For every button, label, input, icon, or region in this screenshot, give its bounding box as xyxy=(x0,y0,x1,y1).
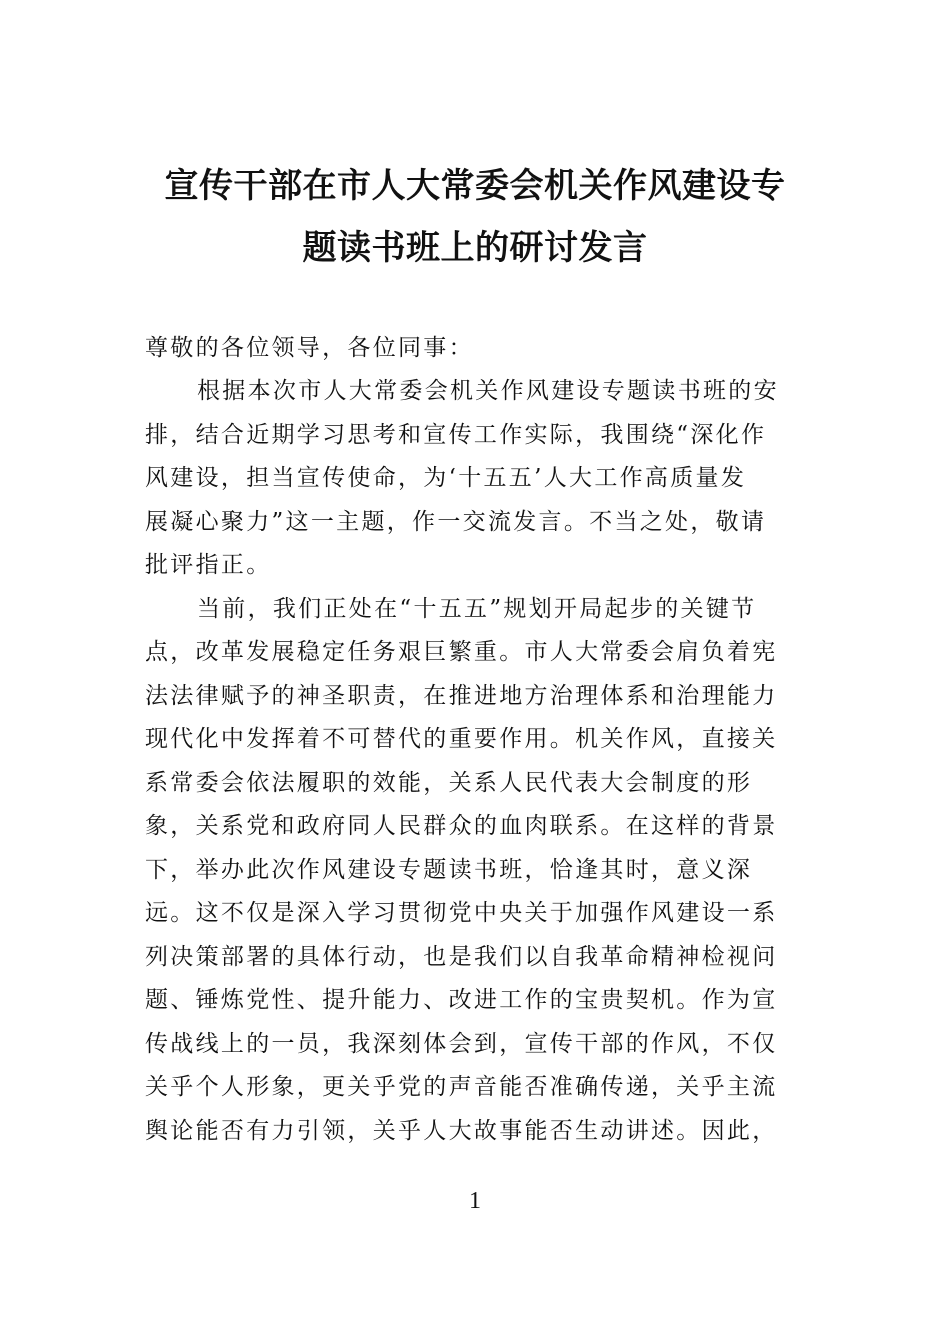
paragraph-line: 排，结合近期学习思考和宣传工作实际，我围绕“深化作 xyxy=(145,421,767,448)
paragraph-line: 列决策部署的具体行动，也是我们以自我革命精神检视问 xyxy=(145,943,778,970)
document-title xyxy=(145,155,805,279)
paragraph-line: 远。这不仅是深入学习贯彻党中央关于加强作风建设一系 xyxy=(145,900,778,926)
paragraph-line: 传战线上的一员，我深刻体会到，宣传干部的作风，不仅 xyxy=(145,1030,778,1057)
salutation: 尊敬的各位领导，各位同事： xyxy=(145,335,474,361)
paragraph-line: 下，举办此次作风建设专题读书班，恰逢其时，意义深 xyxy=(145,856,753,883)
paragraph-line: 展凝心聚力”这一主题，作一交流发言。不当之处，敬请 xyxy=(145,508,767,535)
paragraph-line: 风建设，担当宣传使命，为‘十五五’人大工作高质量发 xyxy=(145,465,747,491)
paragraph-line: 系常委会依法履职的效能，关系人民代表大会制度的形 xyxy=(145,769,753,796)
paragraph-line: 象，关系党和政府同人民群众的血肉联系。在这样的背景 xyxy=(145,813,778,839)
title-line-2: 题读书班上的研讨发言 xyxy=(302,228,648,268)
paragraph-line: 根据本次市人大常委会机关作风建设专题读书班的安 xyxy=(197,378,779,404)
paragraph-line: 现代化中发挥着不可替代的重要作用。机关作风，直接关 xyxy=(145,726,778,752)
paragraph-line: 当前，我们正处在“十五五”规划开局起步的关键节 xyxy=(197,595,757,622)
paragraph-line: 舆论能否有力引领，关乎人大故事能否生动讲述。因此， xyxy=(145,1117,778,1144)
title-line-1: 宣传干部在市人大常委会机关作风建设专 xyxy=(164,166,786,206)
paragraph-line: 点，改革发展稳定任务艰巨繁重。市人大常委会肩负着宪 xyxy=(145,639,778,665)
page-number: 1 xyxy=(469,1188,481,1214)
paragraph-2 xyxy=(145,588,785,1154)
paragraph-line: 批评指正。 xyxy=(145,552,272,578)
paragraph-1 xyxy=(145,370,785,588)
paragraph-line: 题、锤炼党性、提升能力、改进工作的宝贵契机。作为宣 xyxy=(145,987,778,1013)
paragraph-line: 法法律赋予的神圣职责，在推进地方治理体系和治理能力 xyxy=(145,682,778,709)
paragraph-line: 关乎个人形象，更关乎党的声音能否准确传递，关乎主流 xyxy=(145,1074,778,1100)
document-body xyxy=(145,327,785,1153)
